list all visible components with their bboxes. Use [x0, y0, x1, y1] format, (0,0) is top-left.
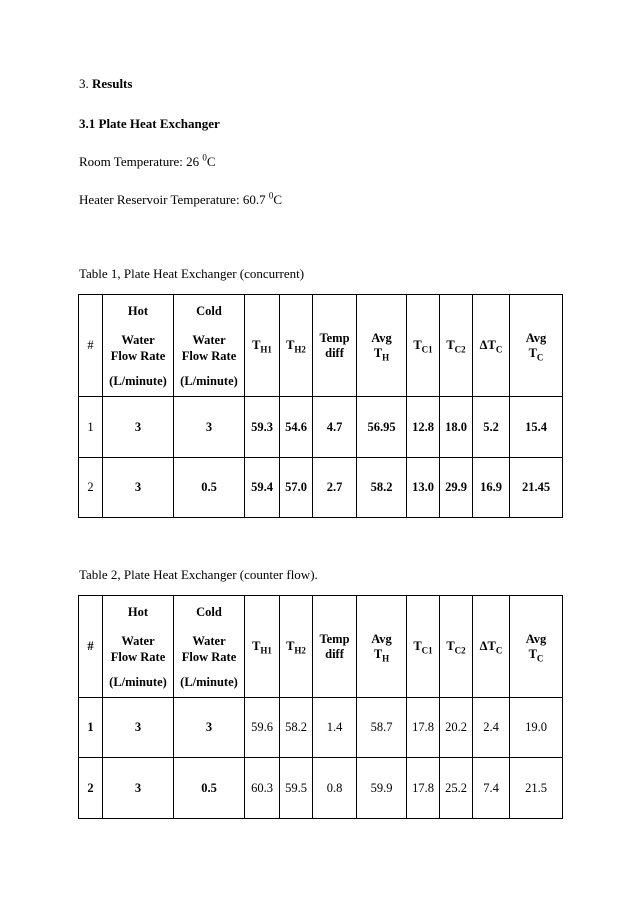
tc1-base: T — [413, 338, 422, 352]
table-cell: 2.7 — [313, 458, 357, 518]
table-row — [79, 458, 563, 518]
table2-caption: Table 2, Plate Heat Exchanger (counter flow). — [79, 567, 318, 582]
table-cell: 3 — [103, 397, 174, 458]
table-cell: 19.0 — [510, 698, 563, 758]
table2-header-avg-tc — [510, 596, 563, 698]
table2-header-temp-diff — [313, 596, 357, 698]
table-cell: 58.2 — [357, 458, 407, 518]
table-cell: 21.45 — [510, 458, 563, 518]
cold-line1: Cold — [196, 303, 222, 318]
table-cell: 58.2 — [280, 698, 313, 758]
table-cell: 13.0 — [407, 458, 440, 518]
tc2-sub: C2 — [454, 645, 466, 656]
heater-temperature-degree: 0 — [268, 190, 274, 201]
table-row — [79, 397, 563, 458]
table-cell: 59.3 — [245, 397, 280, 458]
table2-header-index: # — [79, 596, 103, 698]
cold-line4: (L/minute) — [180, 674, 238, 689]
table-cell: 54.6 — [280, 397, 313, 458]
avg-tc-sub: C — [536, 653, 544, 663]
table-cell: 2 — [79, 758, 103, 819]
delta-tc-base: ΔT — [479, 338, 496, 352]
table-cell: 1 — [79, 698, 103, 758]
table-cell: 20.2 — [440, 698, 473, 758]
table-row — [79, 698, 563, 758]
table-cell: 12.8 — [407, 397, 440, 458]
hot-line2: Water — [121, 332, 155, 347]
table2 — [78, 595, 563, 819]
table2-header-avg-th — [357, 596, 407, 698]
room-temperature-label: Room Temperature: — [79, 154, 183, 169]
table-cell: 3 — [103, 698, 174, 758]
room-temperature — [79, 154, 216, 170]
hot-line1: Hot — [127, 303, 149, 318]
tc2-base: T — [446, 639, 455, 653]
th1-base: T — [252, 338, 261, 352]
table-cell: 59.4 — [245, 458, 280, 518]
temp-diff-line1: Temp — [319, 631, 350, 646]
avg-tc-line1: Avg — [525, 631, 547, 646]
avg-th-line1: Avg — [371, 631, 392, 646]
table-cell: 59.9 — [357, 758, 407, 819]
cold-line1: Cold — [196, 604, 222, 619]
table1-header-th1 — [245, 295, 280, 397]
table-row — [79, 758, 563, 819]
table1-header-delta-tc — [473, 295, 510, 397]
avg-th-base: T — [373, 345, 383, 360]
table-cell: 7.4 — [473, 758, 510, 819]
table-cell: 15.4 — [510, 397, 563, 458]
cold-line3: Flow Rate — [181, 649, 237, 664]
table-cell: 0.8 — [313, 758, 357, 819]
temp-diff-line1: Temp — [319, 330, 350, 345]
table1-header-tc2 — [440, 295, 473, 397]
table1-header-index: # — [79, 295, 103, 397]
table1-header-avg-tc — [510, 295, 563, 397]
table2-header-th2 — [280, 596, 313, 698]
subsection-heading: 3.1 Plate Heat Exchanger — [79, 116, 220, 131]
table1-header-avg-th — [357, 295, 407, 397]
table-cell: 21.5 — [510, 758, 563, 819]
hot-line3: Flow Rate — [110, 348, 166, 363]
delta-tc-base: ΔT — [479, 639, 496, 653]
temp-diff-line2: diff — [325, 646, 344, 661]
avg-tc-base: T — [528, 646, 537, 661]
cold-line3: Flow Rate — [181, 348, 237, 363]
avg-th-base: T — [373, 646, 383, 661]
table2-header-row — [79, 596, 563, 698]
table2-header-hot — [103, 596, 174, 698]
table-cell: 58.7 — [357, 698, 407, 758]
table-cell: 29.9 — [440, 458, 473, 518]
delta-tc-sub: C — [495, 645, 503, 656]
cold-line2: Water — [192, 332, 226, 347]
room-temperature-unit: C — [206, 154, 216, 169]
heater-temperature — [79, 192, 282, 208]
table-cell: 3 — [103, 458, 174, 518]
th2-sub: H2 — [294, 645, 306, 656]
temp-diff-line2: diff — [325, 345, 344, 360]
table-cell: 17.8 — [407, 758, 440, 819]
table-cell: 60.3 — [245, 758, 280, 819]
heater-temperature-unit: C — [273, 192, 282, 207]
avg-th-sub: H — [382, 352, 390, 362]
table-cell: 57.0 — [280, 458, 313, 518]
table-cell: 0.5 — [174, 758, 245, 819]
table-cell: 25.2 — [440, 758, 473, 819]
table-cell: 3 — [174, 397, 245, 458]
th2-base: T — [286, 338, 295, 352]
table-cell: 4.7 — [313, 397, 357, 458]
table1-header-hot — [103, 295, 174, 397]
table-cell: 1.4 — [313, 698, 357, 758]
tc2-sub: C2 — [454, 344, 466, 355]
heater-temperature-value: 60.7 — [242, 192, 266, 207]
table-cell: 0.5 — [174, 458, 245, 518]
th1-base: T — [252, 639, 261, 653]
th1-sub: H1 — [260, 645, 272, 656]
tc2-base: T — [446, 338, 455, 352]
table-cell: 56.95 — [357, 397, 407, 458]
tc1-sub: C1 — [421, 344, 433, 355]
table-cell: 1 — [79, 397, 103, 458]
hot-line4: (L/minute) — [109, 373, 167, 388]
table-cell: 3 — [174, 698, 245, 758]
table1-header-row — [79, 295, 563, 397]
table-cell: 2 — [79, 458, 103, 518]
table2-header-tc1 — [407, 596, 440, 698]
hot-line1: Hot — [127, 604, 149, 619]
table-cell: 5.2 — [473, 397, 510, 458]
hot-line3: Flow Rate — [110, 649, 166, 664]
table-cell: 2.4 — [473, 698, 510, 758]
room-temperature-value: 26 — [186, 154, 200, 169]
section-number: 3. — [79, 76, 89, 91]
table-cell: 18.0 — [440, 397, 473, 458]
delta-tc-sub: C — [495, 344, 503, 355]
avg-th-sub: H — [382, 653, 390, 663]
table2-header-delta-tc — [473, 596, 510, 698]
table1-header-cold — [174, 295, 245, 397]
cold-line4: (L/minute) — [180, 373, 238, 388]
room-temperature-degree: 0 — [202, 152, 207, 163]
table1-header-temp-diff — [313, 295, 357, 397]
th2-sub: H2 — [294, 344, 306, 355]
avg-tc-line1: Avg — [525, 330, 547, 345]
section-heading — [79, 76, 132, 92]
tc1-base: T — [413, 639, 422, 653]
avg-tc-base: T — [528, 345, 537, 360]
avg-th-line1: Avg — [371, 330, 392, 345]
table-cell: 17.8 — [407, 698, 440, 758]
heater-temperature-label: Heater Reservoir Temperature: — [79, 192, 240, 207]
th2-base: T — [286, 639, 295, 653]
table-cell: 3 — [103, 758, 174, 819]
th1-sub: H1 — [260, 344, 272, 355]
cold-line2: Water — [192, 633, 226, 648]
table-cell: 59.5 — [280, 758, 313, 819]
table1-header-tc1 — [407, 295, 440, 397]
avg-tc-sub: C — [536, 352, 544, 362]
tc1-sub: C1 — [421, 645, 433, 656]
table2-header-cold — [174, 596, 245, 698]
section-title: Results — [92, 76, 133, 91]
table-cell: 59.6 — [245, 698, 280, 758]
hot-line4: (L/minute) — [109, 674, 167, 689]
table1 — [78, 294, 563, 518]
hot-line2: Water — [121, 633, 155, 648]
table2-header-tc2 — [440, 596, 473, 698]
table1-header-th2 — [280, 295, 313, 397]
table2-header-th1 — [245, 596, 280, 698]
table1-caption: Table 1, Plate Heat Exchanger (concurrent) — [79, 266, 305, 281]
table-cell: 16.9 — [473, 458, 510, 518]
